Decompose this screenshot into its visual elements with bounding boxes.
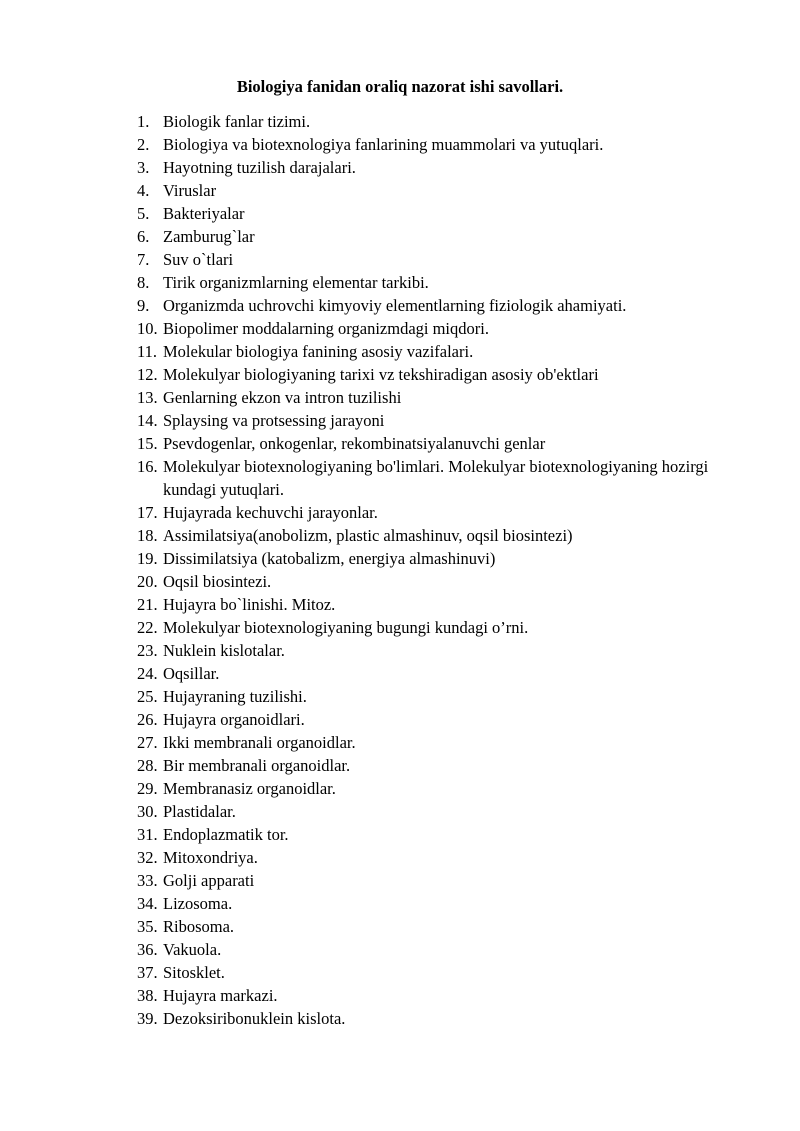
question-text: Dezoksiribonuklein kislota. — [163, 1009, 346, 1028]
question-text: Plastidalar. — [163, 802, 236, 821]
question-item — [137, 570, 737, 593]
question-number: 19. — [137, 549, 158, 568]
question-item — [137, 202, 737, 225]
question-text: Hujayra bo`linishi. Mitoz. — [163, 595, 336, 614]
question-item — [137, 1007, 737, 1030]
question-item — [137, 823, 737, 846]
question-number: 27. — [137, 733, 158, 752]
question-number: 39. — [137, 1009, 158, 1028]
question-text: Hujayraning tuzilishi. — [163, 687, 307, 706]
question-text: Organizmda uchrovchi kimyoviy elementlarning fiziologik ahamiyati. — [163, 296, 627, 315]
question-item — [137, 501, 737, 524]
question-number: 12. — [137, 365, 158, 384]
question-item — [137, 961, 737, 984]
question-item — [137, 363, 737, 386]
question-number: 15. — [137, 434, 158, 453]
question-text: Molekulyar biotexnologiyaning bugungi kundagi o’rni. — [163, 618, 529, 637]
question-number: 32. — [137, 848, 158, 867]
question-text: Mitoxondriya. — [163, 848, 258, 867]
question-text: Molekular biologiya fanining asosiy vazifalari. — [163, 342, 474, 361]
question-text: Golji apparati — [163, 871, 255, 890]
question-number: 17. — [137, 503, 158, 522]
question-number: 10. — [137, 319, 158, 338]
question-number: 9. — [137, 296, 150, 315]
question-item — [137, 662, 737, 685]
question-text: Tirik organizmlarning elementar tarkibi. — [163, 273, 429, 292]
question-text: Endoplazmatik tor. — [163, 825, 289, 844]
question-text: Biopolimer moddalarning organizmdagi miqdori. — [163, 319, 489, 338]
question-text: Lizosoma. — [163, 894, 233, 913]
question-item — [137, 524, 737, 547]
question-text: Molekulyar biologiyaning tarixi vz tekshiradigan asosiy ob'ektlari — [163, 365, 599, 384]
question-text: Vakuola. — [163, 940, 222, 959]
question-item — [137, 915, 737, 938]
question-item — [137, 248, 737, 271]
question-number: 22. — [137, 618, 158, 637]
question-item — [137, 800, 737, 823]
question-number: 2. — [137, 135, 150, 154]
question-text: Molekulyar biotexnologiyaning bo'limlari. Molekulyar biotexnologiyaning hozirgi kundagi yutuqlari. — [163, 457, 709, 499]
question-item — [137, 938, 737, 961]
question-number: 21. — [137, 595, 158, 614]
question-text: Psevdogenlar, onkogenlar, rekombinatsiyalanuvchi genlar — [163, 434, 546, 453]
question-item — [137, 639, 737, 662]
question-item — [137, 133, 737, 156]
question-text: Oqsil biosintezi. — [163, 572, 272, 591]
question-text: Biologik fanlar tizimi. — [163, 112, 311, 131]
question-item — [137, 294, 737, 317]
question-item — [137, 317, 737, 340]
question-number: 7. — [137, 250, 150, 269]
question-number: 29. — [137, 779, 158, 798]
question-number: 31. — [137, 825, 158, 844]
question-item — [137, 271, 737, 294]
document-title: Biologiya fanidan oraliq nazorat ishi savollari. — [236, 77, 564, 96]
question-number: 14. — [137, 411, 158, 430]
question-text: Membranasiz organoidlar. — [163, 779, 336, 798]
question-item — [137, 984, 737, 1007]
question-list — [137, 110, 737, 1030]
question-number: 37. — [137, 963, 158, 982]
question-number: 24. — [137, 664, 158, 683]
question-text: Hujayrada kechuvchi jarayonlar. — [163, 503, 378, 522]
question-number: 20. — [137, 572, 158, 591]
question-text: Hayotning tuzilish darajalari. — [163, 158, 356, 177]
question-number: 4. — [137, 181, 150, 200]
question-item — [137, 754, 737, 777]
question-text: Bakteriyalar — [163, 204, 245, 223]
question-number: 34. — [137, 894, 158, 913]
question-text: Splaysing va protsessing jarayoni — [163, 411, 385, 430]
question-item — [137, 685, 737, 708]
question-item — [137, 777, 737, 800]
question-number: 23. — [137, 641, 158, 660]
question-text: Zamburug`lar — [163, 227, 255, 246]
question-text: Dissimilatsiya (katobalizm, energiya almashinuvi) — [163, 549, 496, 568]
question-text: Ikki membranali organoidlar. — [163, 733, 356, 752]
question-item — [137, 340, 737, 363]
question-number: 1. — [137, 112, 150, 131]
question-number: 18. — [137, 526, 158, 545]
question-item — [137, 386, 737, 409]
question-number: 3. — [137, 158, 150, 177]
question-item — [137, 455, 737, 501]
question-item — [137, 110, 737, 133]
question-number: 25. — [137, 687, 158, 706]
question-item — [137, 892, 737, 915]
question-number: 5. — [137, 204, 150, 223]
question-item — [137, 846, 737, 869]
question-text: Ribosoma. — [163, 917, 235, 936]
question-number: 16. — [137, 457, 158, 476]
question-item — [137, 616, 737, 639]
question-number: 6. — [137, 227, 150, 246]
question-text: Biologiya va biotexnologiya fanlarining muammolari va yutuqlari. — [163, 135, 604, 154]
question-item — [137, 708, 737, 731]
question-text: Viruslar — [163, 181, 217, 200]
question-item — [137, 593, 737, 616]
question-item — [137, 731, 737, 754]
question-number: 38. — [137, 986, 158, 1005]
question-number: 26. — [137, 710, 158, 729]
question-item — [137, 225, 737, 248]
question-item — [137, 869, 737, 892]
question-item — [137, 156, 737, 179]
question-text: Sitosklet. — [163, 963, 225, 982]
question-item — [137, 547, 737, 570]
question-text: Bir membranali organoidlar. — [163, 756, 351, 775]
question-text: Suv o`tlari — [163, 250, 234, 269]
question-item — [137, 409, 737, 432]
question-number: 30. — [137, 802, 158, 821]
question-number: 35. — [137, 917, 158, 936]
question-text: Nuklein kislotalar. — [163, 641, 285, 660]
question-number: 11. — [137, 342, 158, 361]
question-number: 33. — [137, 871, 158, 890]
question-text: Oqsillar. — [163, 664, 220, 683]
question-item — [137, 432, 737, 455]
question-text: Genlarning ekzon va intron tuzilishi — [163, 388, 402, 407]
question-number: 13. — [137, 388, 158, 407]
question-text: Hujayra organoidlari. — [163, 710, 305, 729]
question-item — [137, 179, 737, 202]
question-text: Assimilatsiya(anobolizm, plastic almashinuv, oqsil biosintezi) — [163, 526, 573, 545]
question-number: 8. — [137, 273, 150, 292]
question-text: Hujayra markazi. — [163, 986, 278, 1005]
question-number: 28. — [137, 756, 158, 775]
question-number: 36. — [137, 940, 158, 959]
